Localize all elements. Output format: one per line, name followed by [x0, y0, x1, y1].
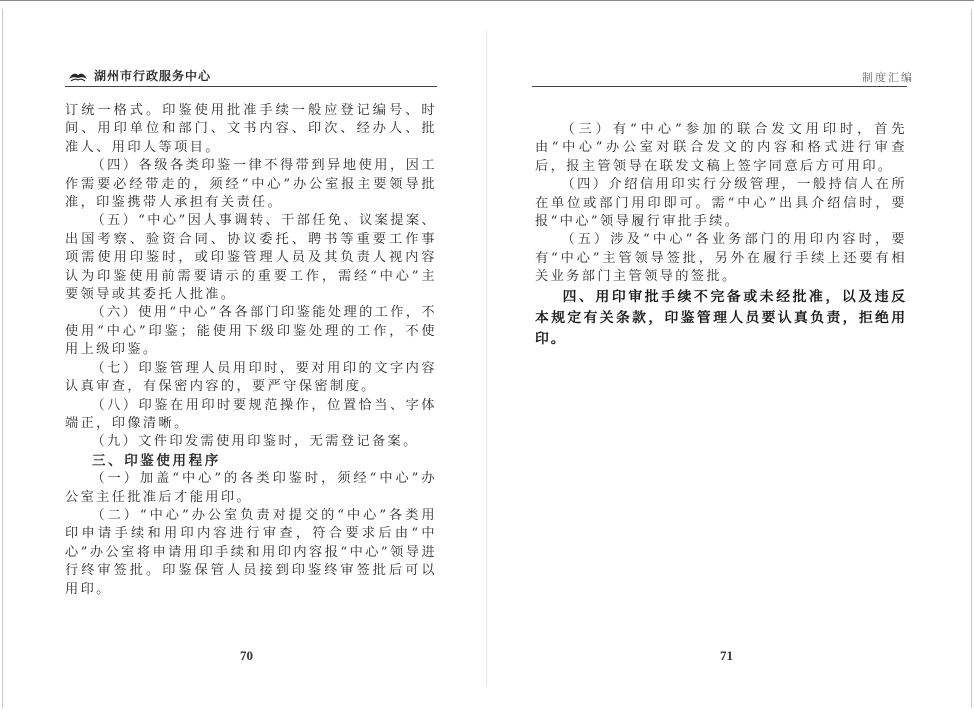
left-page-header — [68, 67, 211, 84]
paragraph: （九）文件印发需使用印鉴时，无需登记备案。 — [91, 434, 419, 450]
paragraph: （四）介绍信用印实行分级管理，一般持信人在所在单位或部门用印即可。需“中心”出具介绍信时，要报“中心”领导履行审批手续。 — [535, 177, 907, 230]
paragraph: （四）各级各类印鉴一律不得带到异地使用，因工作需要必经带走的，须经“中心”办公室报主要领导批准，印鉴携带人承担有关责任。 — [65, 158, 437, 211]
right-page-body — [535, 121, 907, 350]
paragraph: （一）加盖“中心”的各类印鉴时，须经“中心”办公室主任批准后才能用印。 — [65, 471, 437, 505]
section-title: 制度汇编 — [862, 71, 914, 84]
section-heading: 三、印鉴使用程序 — [92, 452, 221, 469]
left-page — [0, 1, 487, 717]
paragraph: （八）印鉴在用印时要规范操作，位置恰当、字体端正，印像清晰。 — [65, 397, 437, 431]
organization-name: 湖州市行政服务中心 — [94, 69, 212, 83]
paragraph: （五）“中心”因人事调转、干部任免、议案提案、出国考察、验资合同、协议委托、聘书等重要工作事项需使用印鉴时，或印鉴管理人员及其负责人视内容认为印鉴使用前需要请示的重要工作，需经“中心”主要领导或其委托人批准。 — [65, 213, 438, 303]
page-number: 71 — [720, 648, 733, 663]
paragraph: （二）“中心”办公室负责对提交的“中心”各类用印申请手续和用印内容进行审查，符合要求后由“中心”办公室将申请用印手续和用印内容报“中心”领导进行终审签批。印鉴保管人员接到印鉴终审签批后可以用印。 — [65, 507, 437, 597]
right-page — [487, 1, 974, 717]
paragraph: （六）使用“中心”各各部门印鉴能处理的工作，不使用“中心”印鉴；能使用下级印鉴处理的工作，不使用上级印鉴。 — [65, 305, 438, 358]
book-logo-icon — [68, 69, 88, 83]
paragraph: 订统一格式。印鉴使用批准手续一般应登记编号、时间、用印单位和部门、文书内容、印次、经办人、批准人、用印人等项目。 — [65, 103, 437, 155]
paragraph: （五）涉及“中心”各业务部门的用印内容时，要有“中心”主管领导签批，另外在履行手续上还要有相关业务部门主管领导的签批。 — [535, 232, 907, 285]
paragraph: （三）有“中心”参加的联合发文用印时，首先由“中心”办公室对联合发文的内容和格式进行审查后，报主管领导在联发文稿上签字同意后方可用印。 — [535, 122, 907, 174]
left-page-body — [65, 102, 437, 599]
paragraph: （七）印鉴管理人员用印时，要对用印的文字内容认真审查，有保密内容的，要严守保密制度。 — [65, 360, 437, 395]
section-heading-paragraph: 四、用印审批手续不完备或未经批准，以及违反本规定有关条款，印鉴管理人员要认真负责，拒绝用印。 — [535, 288, 907, 347]
header-rule — [65, 86, 437, 87]
page-number: 70 — [240, 648, 253, 663]
header-rule — [532, 86, 907, 87]
